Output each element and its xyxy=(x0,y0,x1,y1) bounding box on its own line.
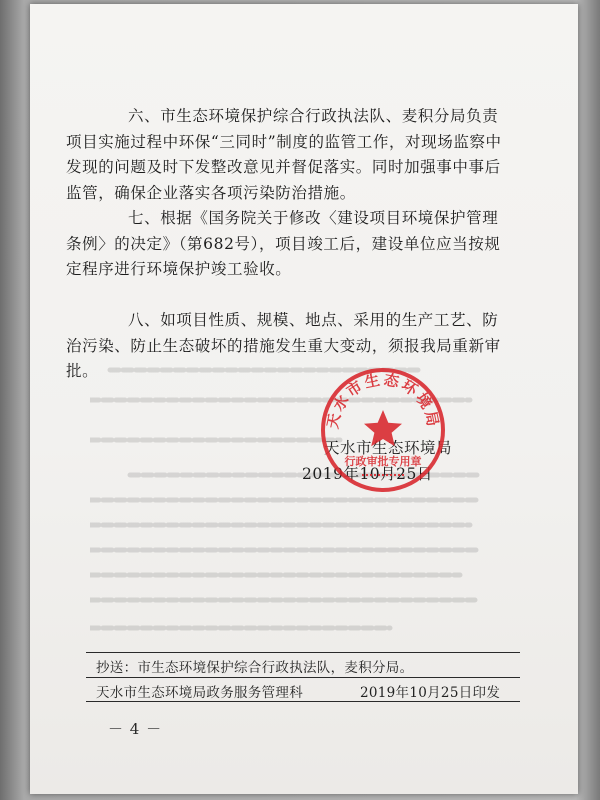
footer-rule-top xyxy=(86,652,520,653)
cc-line: 抄送：市生态环境保护综合行政执法队，麦积分局。 xyxy=(96,660,414,676)
footer-rule-bottom xyxy=(86,701,520,702)
seal-inner-text: 行政审批专用章 xyxy=(344,455,422,468)
seal-outer-text: 天水市生态环境局 xyxy=(323,370,443,431)
paragraph-six: 六、市生态环境保护综合行政执法队、麦积分局负责项目实施过程中环保“三同时”制度的监管工作，对现场监察中发现的问题及时下发整改意见并督促落实。同时加强事中事后监管，确保企业落实各项污染防治措施。 xyxy=(66,107,502,202)
paragraph-eight: 八、如项目性质、规模、地点、采用的生产工艺、防治污染、防止生态破坏的措施发生重大变动，须报我局重新审批。 xyxy=(66,311,501,380)
paragraph-seven: 七、根据《国务院关于修改〈建设项目环境保护管理条例〉的决定》（第682号），项目竣工后，建设单位应当按规定程序进行环境保护竣工验收。 xyxy=(66,209,501,278)
page-number: － 4 － xyxy=(108,720,163,738)
official-seal-stamp xyxy=(318,365,448,495)
issuer-department: 天水市生态环境局政务服务管理科 xyxy=(96,685,303,701)
signature-date: 2019年10月25日 xyxy=(302,465,433,483)
signature-organization: 天水市生态环境局 xyxy=(324,439,453,457)
footer-rule-middle xyxy=(86,677,520,678)
issue-date: 2019年10月25日印发 xyxy=(360,685,501,701)
